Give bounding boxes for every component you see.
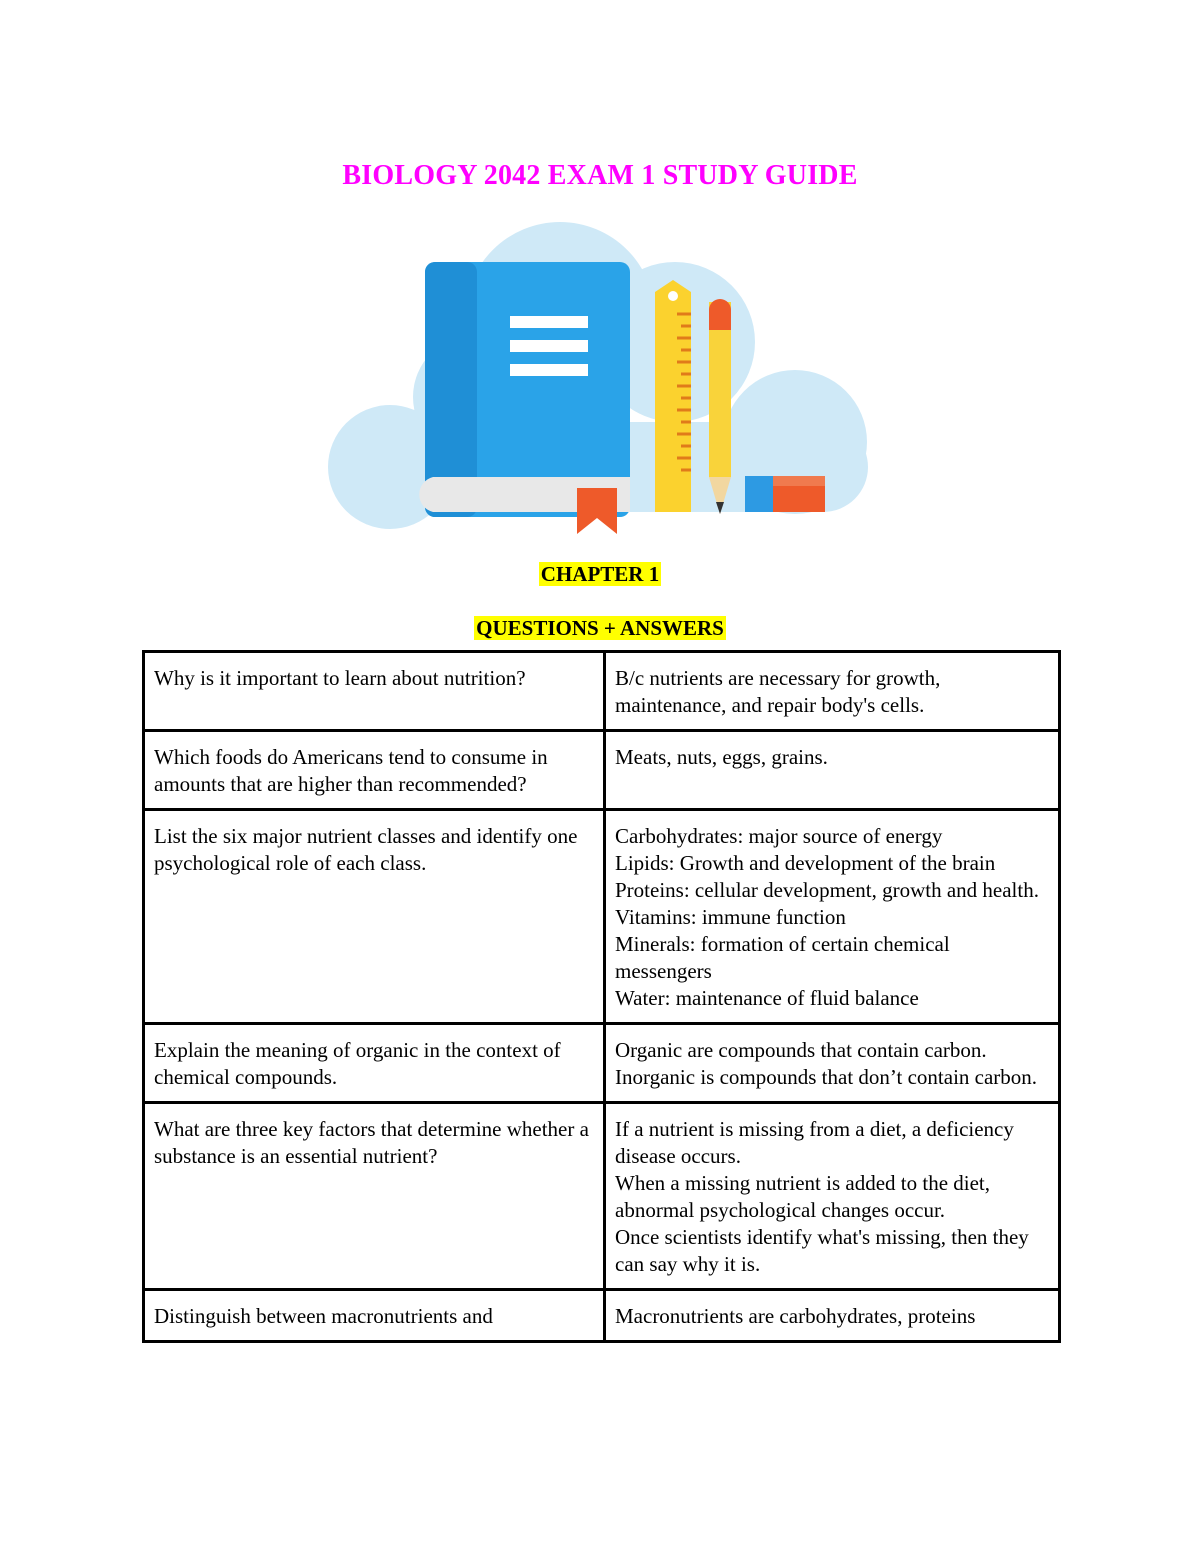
answer-line: Once scientists identify what's missing, then they can say why it is. xyxy=(615,1225,1029,1276)
qa-heading xyxy=(0,616,1200,641)
chapter-heading-text: CHAPTER 1 xyxy=(540,562,660,586)
document-title: BIOLOGY 2042 EXAM 1 STUDY GUIDE xyxy=(342,160,858,191)
qa-heading-text: QUESTIONS + ANSWERS xyxy=(476,616,724,640)
table-row xyxy=(144,1103,1060,1290)
table-row xyxy=(144,1290,1060,1342)
question-cell: Which foods do Americans tend to consume in amounts that are higher than recommended? xyxy=(144,731,605,810)
answer-line: Vitamins: immune function xyxy=(615,905,846,929)
qa-table xyxy=(142,650,1061,1343)
eraser-icon xyxy=(745,476,825,512)
answer-line: Lipids: Growth and development of the brain xyxy=(615,851,996,875)
answer-cell xyxy=(605,1103,1060,1290)
answer-line: B/c nutrients are necessary for growth, maintenance, and repair body's cells. xyxy=(615,666,941,717)
bookmark-icon xyxy=(577,488,617,534)
answer-line: Macronutrients are carbohydrates, proteins xyxy=(615,1304,976,1328)
answer-line: Minerals: formation of certain chemical messengers xyxy=(615,932,950,983)
answer-cell xyxy=(605,1290,1060,1342)
question-cell: List the six major nutrient classes and identify one psychological role of each class. xyxy=(144,810,605,1024)
table-row xyxy=(144,731,1060,810)
ruler-icon xyxy=(655,280,691,512)
answer-line: Meats, nuts, eggs, grains. xyxy=(615,745,828,769)
question-cell: Distinguish between macronutrients and xyxy=(144,1290,605,1342)
answer-line: Carbohydrates: major source of energy xyxy=(615,824,943,848)
table-row xyxy=(144,652,1060,731)
answer-line: If a nutrient is missing from a diet, a deficiency disease occurs. xyxy=(615,1117,1014,1168)
answer-cell xyxy=(605,810,1060,1024)
answer-line: Inorganic is compounds that don’t contain carbon. xyxy=(615,1065,1038,1089)
chapter-heading xyxy=(0,562,1200,587)
answer-line: Proteins: cellular development, growth and health. xyxy=(615,878,1039,902)
answer-line: When a missing nutrient is added to the diet, abnormal psychological changes occur. xyxy=(615,1171,991,1222)
question-cell: What are three key factors that determine whether a substance is an essential nutrient? xyxy=(144,1103,605,1290)
answer-cell xyxy=(605,731,1060,810)
study-supplies-illustration xyxy=(325,222,875,537)
question-cell: Why is it important to learn about nutrition? xyxy=(144,652,605,731)
table-row xyxy=(144,1024,1060,1103)
question-cell: Explain the meaning of organic in the context of chemical compounds. xyxy=(144,1024,605,1103)
book-icon xyxy=(419,262,630,534)
answer-cell xyxy=(605,1024,1060,1103)
answer-line: Water: maintenance of fluid balance xyxy=(615,986,919,1010)
answer-line: Organic are compounds that contain carbon. xyxy=(615,1038,987,1062)
pencil-icon xyxy=(709,299,731,514)
table-row xyxy=(144,810,1060,1024)
answer-cell xyxy=(605,652,1060,731)
